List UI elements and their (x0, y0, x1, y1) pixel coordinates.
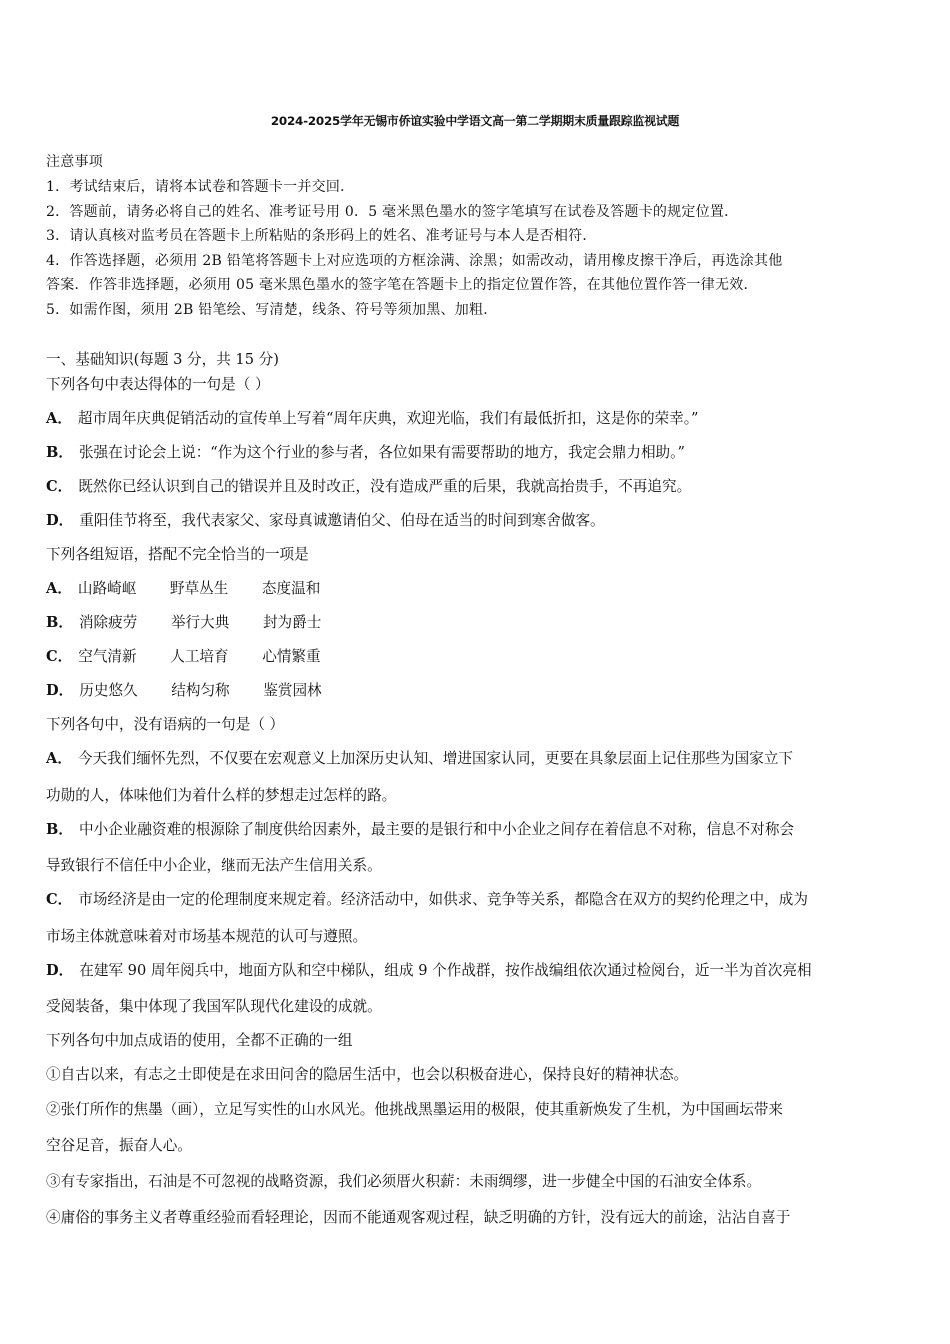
phrase: 消除疲劳 (78, 614, 138, 631)
option-label: D． (46, 512, 74, 529)
option-text: 张强在讨论会上说：“作为这个行业的参与者，各位如果有需要帮助的地方，我定会鼎力相助。” (78, 444, 685, 461)
statement-3: ③有专家指出，石油是不可忽视的战略资源，我们必须厝火积薪：未雨绸缪，进一步健全中国的石油安全体系。 (46, 1173, 762, 1190)
notice-item: 5．如需作图，须用 2B 铅笔绘、写清楚，线条、符号等须加黑、加粗． (46, 302, 498, 318)
phrase: 心情繁重 (262, 648, 321, 665)
question-stem: 下列各句中表达得体的一句是（ ） (46, 376, 270, 393)
option-d (46, 961, 812, 981)
page-title: 2024-2025学年无锡市侨谊实验中学语文高一第二学期期末质量跟踪监视试题 (270, 114, 680, 128)
option-text: 重阳佳节将至，我代表家父、家母真诚邀请伯父、伯母在适当的时间到寒舍做客。 (79, 512, 605, 529)
phrase: 山路崎岖 (77, 580, 137, 597)
statement-1: ①自古以来，有志之士即使是在求田问舍的隐居生活中，也会以积极奋进心，保持良好的精神状态。 (46, 1066, 689, 1083)
question-stem: 下列各句中加点成语的使用，全都不正确的一组 (46, 1032, 353, 1049)
option-text: 在建军 90 周年阅兵中，地面方队和空中梯队，组成 9 个作战群，按作战编组依次通过检阅台，近一半为首次亮相 (79, 962, 812, 979)
option-a (46, 409, 699, 429)
option-c (46, 890, 808, 910)
notice-heading: 注意事项 (46, 154, 103, 170)
option-label: C． (46, 478, 73, 495)
phrase: 空气清新 (78, 648, 137, 665)
option-label: B． (46, 821, 73, 838)
option-label: A． (46, 580, 72, 597)
option-label: A． (46, 750, 72, 767)
option-d (46, 511, 605, 531)
option-label: B． (46, 614, 73, 631)
notice-item: 1．考试结束后，请将本试卷和答题卡一并交回． (46, 179, 355, 195)
phrase: 封为爵士 (262, 614, 322, 631)
option-c-continued: 市场主体就意味着对市场基本规范的认可与遵照。 (46, 928, 368, 945)
question-stem: 下列各句中，没有语病的一句是（ ） (46, 716, 285, 733)
notice-item: 2．答题前，请务必将自己的姓名、准考证号用 0．5 毫米黑色墨水的签字笔填写在试卷及答题卡的规定位置． (46, 204, 739, 220)
phrase: 历史悠久 (79, 682, 138, 699)
option-b (46, 443, 685, 463)
phrase: 态度温和 (261, 580, 321, 597)
notice-item: 答案．作答非选择题，必须用 05 毫米黑色墨水的签字笔在答题卡上的指定位置作答，在其他位置作答一律无效． (46, 277, 758, 293)
notice-item: 4．作答选择题，必须用 2B 铅笔将答题卡上对应选项的方框涂满、涂黑；如需改动，请用橡皮擦干净后，再选涂其他 (46, 253, 783, 269)
option-b-continued: 导致银行不信任中小企业，继而无法产生信用关系。 (46, 857, 382, 874)
option-b (46, 613, 321, 633)
option-label: A． (46, 410, 72, 427)
question-stem: 下列各组短语，搭配不完全恰当的一项是 (46, 546, 309, 563)
option-text: 市场经济是由一定的伦理制度来规定着。经济活动中，如供求、竞争等关系，都隐含在双方的契约伦理之中，成为 (78, 891, 808, 908)
option-c (46, 477, 691, 497)
phrase: 鉴赏园林 (263, 682, 322, 699)
option-text: 中小企业融资难的根源除了制度供给因素外，最主要的是银行和中小企业之间存在着信息不对称，信息不对称会 (78, 821, 795, 838)
option-d (46, 681, 322, 701)
option-a (46, 749, 793, 769)
option-text: 今天我们缅怀先烈，不仅要在宏观意义上加深历史认知、增进国家认同，更要在具象层面上记住那些为国家立下 (77, 750, 794, 767)
statement-2: ②张仃所作的焦墨（画），立足写实性的山水风光。他挑战黑墨运用的极限，使其重新焕发了生机，为中国画坛带来 (46, 1101, 783, 1118)
option-label: C． (46, 648, 73, 665)
option-d-continued: 受阅装备，集中体现了我国军队现代化建设的成就。 (46, 998, 382, 1015)
option-text: 超市周年庆典促销活动的宣传单上写着“周年庆典，欢迎光临，我们有最低折扣，这是你的荣幸。” (77, 410, 699, 427)
option-b (46, 820, 794, 840)
option-label: C． (46, 891, 73, 908)
phrase: 野草丛生 (169, 580, 229, 597)
phrase: 人工培育 (170, 648, 229, 665)
phrase: 结构匀称 (171, 682, 230, 699)
option-c (46, 647, 321, 667)
option-a (46, 579, 320, 599)
option-label: D． (46, 962, 74, 979)
option-a-continued: 功勋的人，体味他们为着什么样的梦想走过怎样的路。 (46, 787, 397, 804)
option-label: D． (46, 682, 74, 699)
phrase: 举行大典 (170, 614, 230, 631)
section-heading: 一、基础知识(每题 3 分，共 15 分) (46, 351, 279, 368)
option-text: 既然你已经认识到自己的错误并且及时改正，没有造成严重的后果，我就高抬贵手，不再追究。 (78, 478, 692, 495)
statement-2-continued: 空谷足音，振奋人心。 (46, 1137, 192, 1154)
notice-item: 3．请认真核对监考员在答题卡上所粘贴的条形码上的姓名、准考证号与本人是否相符． (46, 228, 597, 244)
statement-4: ④庸俗的事务主义者尊重经验而看轻理论，因而不能通观客观过程，缺乏明确的方针，没有远大的前途，沾沾自喜于 (46, 1209, 791, 1226)
option-label: B． (46, 444, 73, 461)
